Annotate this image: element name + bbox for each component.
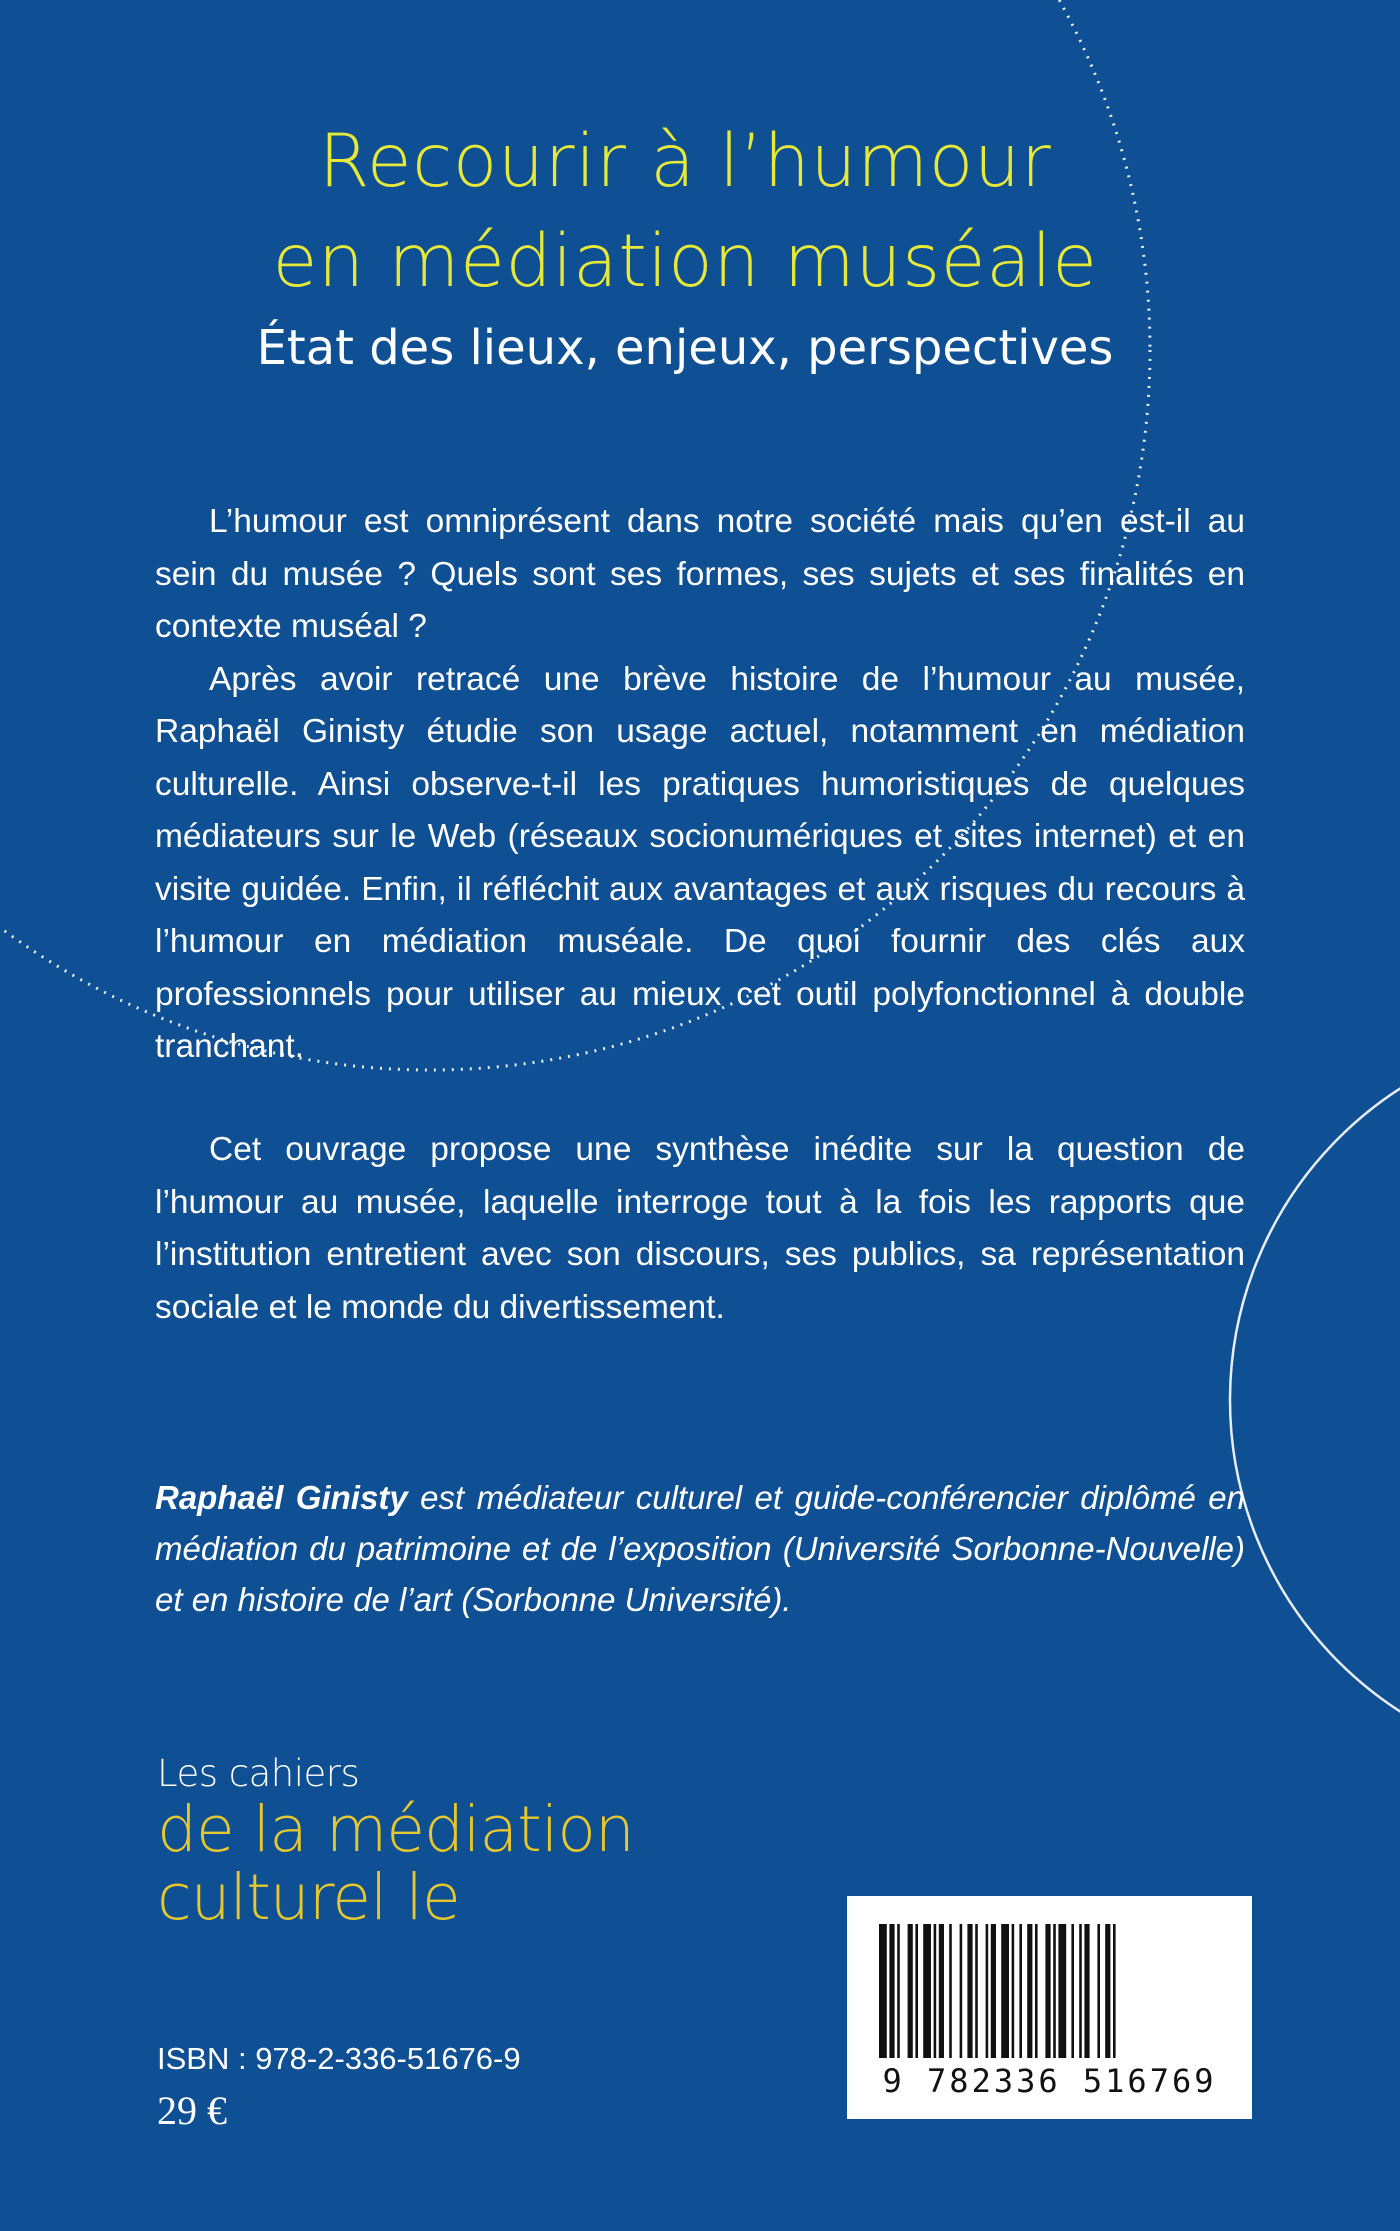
blurb-synthesis: [155, 1124, 1245, 1334]
barcode-bar: [1071, 1924, 1074, 2058]
barcode: [847, 1896, 1252, 2119]
blurb-paragraph-1: L’humour est omniprésent dans notre société mais qu’en est-il au sein du musée ? Quels sont ses formes, ses sujets et ses finalités en contexte muséal ?: [155, 503, 1245, 645]
collection-line-2: de la médiation: [157, 1793, 634, 1866]
barcode-bar: [1012, 1924, 1015, 2058]
collection-line-3: culturel le: [157, 1861, 460, 1934]
collection-logo: [157, 1752, 634, 1932]
barcode-bar: [1079, 1924, 1082, 2058]
barcode-bar: [975, 1924, 978, 2058]
blurb-paragraph-3: Cet ouvrage propose une synthèse inédite sur la question de l’humour au musée, laquelle interroge tout à la fois les rapports que l’institution entretient avec son discours, ses publics, sa représentation sociale et le monde du divertissement.: [155, 1131, 1245, 1326]
barcode-bar: [1035, 1924, 1038, 2058]
barcode-bar: [879, 1924, 887, 2058]
barcode-bar: [1045, 1924, 1050, 2058]
blurb-intro: [155, 496, 1245, 1074]
barcode-bar: [949, 1924, 952, 2058]
barcode-bar: [1097, 1924, 1100, 2058]
barcode-bar: [897, 1924, 900, 2058]
barcode-bar: [915, 1924, 918, 2058]
book-title: [200, 112, 1170, 312]
author-name: Raphaël Ginisty: [155, 1479, 408, 1516]
barcode-bar: [1105, 1924, 1110, 2058]
barcode-bar: [1001, 1924, 1009, 2058]
author-bio: [155, 1472, 1245, 1625]
barcode-bar: [889, 1924, 894, 2058]
barcode-bar: [1058, 1924, 1066, 2058]
barcode-bar: [1113, 1924, 1116, 2058]
barcode-digits: 9 782336 516769: [882, 2062, 1217, 2100]
isbn: ISBN : 978-2-336-51676-9: [157, 2041, 521, 2076]
title-line-2: en médiation muséale: [272, 219, 1098, 304]
solid-circle-arc: [1230, 1030, 1400, 1770]
barcode-bar: [1053, 1924, 1056, 2058]
barcode-bar: [967, 1924, 972, 2058]
book-subtitle: État des lieux, enjeux, perspectives: [256, 320, 1114, 376]
barcode-bar: [991, 1924, 996, 2058]
barcode-bar: [1084, 1924, 1089, 2058]
barcode-bar: [939, 1924, 944, 2058]
title-line-1: Recourir à l’humour: [318, 119, 1052, 204]
barcode-bar: [1027, 1924, 1032, 2058]
barcode-bar: [960, 1924, 963, 2058]
price: 29 €: [157, 2088, 227, 2133]
barcode-bar: [986, 1924, 989, 2058]
barcode-bar: [1019, 1924, 1022, 2058]
barcode-bar: [908, 1924, 913, 2058]
blurb-paragraph-2: Après avoir retracé une brève histoire de l’humour au musée, Raphaël Ginisty étudie son usage actuel, notamment en médiation culturelle. Ainsi observe-t-il les pratiques humoristiques de quelques médiateurs sur le Web (réseaux socionumériques et sites internet) et en visite guidée. Enfin, il réfléchit aux avantages et aux risques du recours à l’humour en médiation muséale. De quoi fournir des clés aux professionnels pour utiliser au mieux cet outil polyfonctionnel à double tranchant.: [155, 660, 1245, 1065]
barcode-bar: [934, 1924, 937, 2058]
barcode-bar: [923, 1924, 931, 2058]
author-bio-text: est médiateur culturel et guide-conférencier diplômé en médiation du patrimoine et de l’exposition (Université Sorbonne-Nouvelle) et en histoire de l’art (Sorbonne Université).: [155, 1479, 1245, 1618]
collection-line-1: Les cahiers: [157, 1752, 360, 1795]
